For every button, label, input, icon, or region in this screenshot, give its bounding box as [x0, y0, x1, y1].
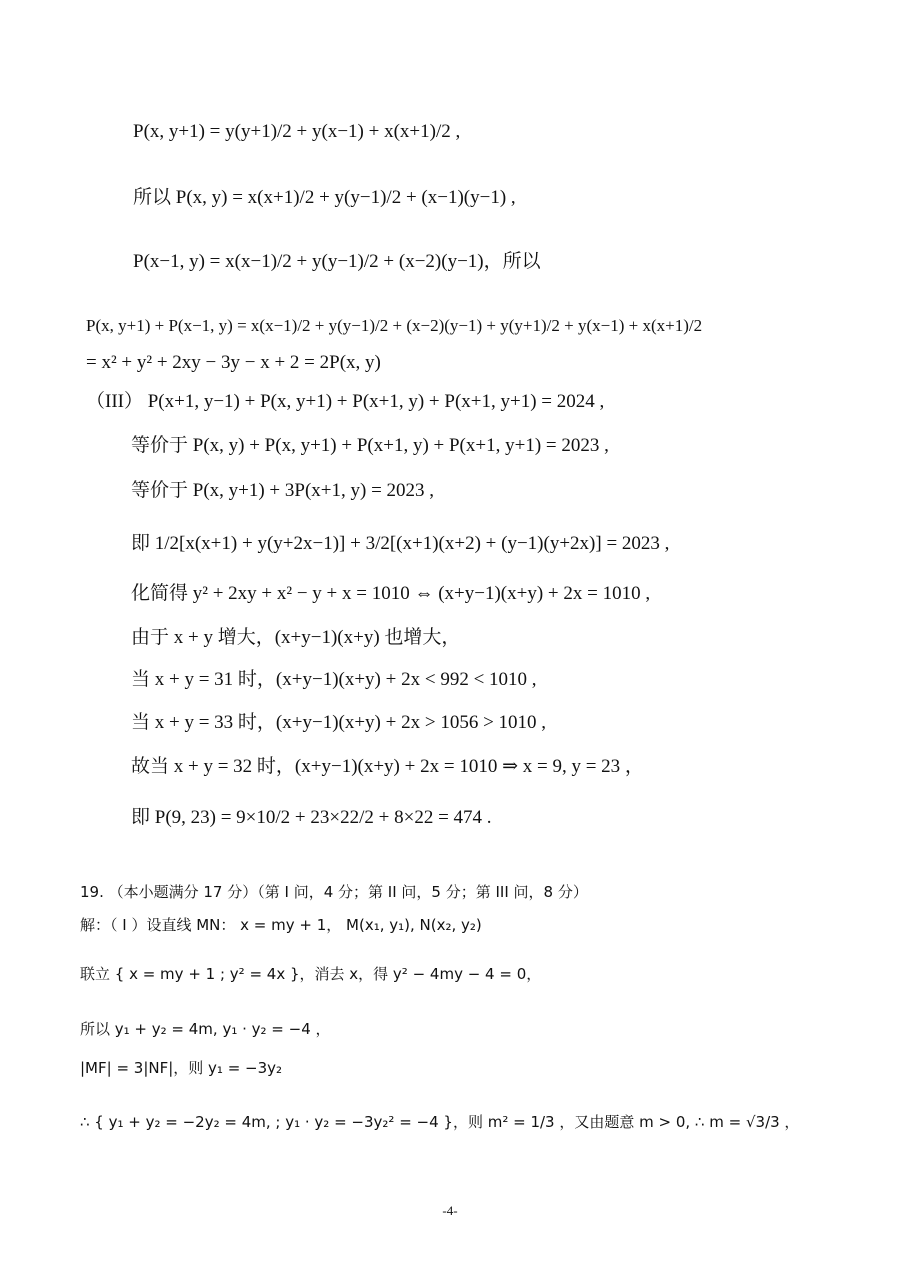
equation-line-2: 所以 P(x, y) = x(x+1)/2 + y(y−1)/2 + (x−1)(y−1) ,: [133, 187, 516, 208]
equation-line-3: P(x−1, y) = x(x−1)/2 + y(y−1)/2 + (x−2)(y−1)，所以: [133, 251, 541, 272]
solution-line-5: ∴ { y₁ + y₂ = −2y₂ = 4m, ; y₁ · y₂ = −3y₂² = −4 }，则 m² = 1/3 ，又由题意 m > 0, ∴ m = √3/3 ，: [80, 1113, 800, 1131]
part-iii-line-2: 等价于 P(x, y) + P(x, y+1) + P(x+1, y) + P(x+1, y+1) = 2023 ,: [131, 435, 609, 456]
solution-line-3: 所以 y₁ + y₂ = 4m, y₁ · y₂ = −4 ，: [80, 1020, 331, 1038]
part-iii-line-9: 故当 x + y = 32 时，(x+y−1)(x+y) + 2x = 1010 ⇒ x = 9, y = 23 ，: [131, 756, 644, 777]
page-number: -4-: [442, 1203, 458, 1218]
part-iii-line-1: （III） P(x+1, y−1) + P(x, y+1) + P(x+1, y) + P(x+1, y+1) = 2024 ,: [86, 391, 605, 412]
part-iii-line-6: 由于 x + y 增大，(x+y−1)(x+y) 也增大，: [131, 627, 461, 648]
equation-line-4: P(x, y+1) + P(x−1, y) = x(x−1)/2 + y(y−1)/2 + (x−2)(y−1) + y(y+1)/2 + y(x−1) + x(x+1)/2: [86, 316, 703, 335]
solution-line-2: 联立 { x = my + 1 ; y² = 4x }，消去 x，得 y² − 4my − 4 = 0，: [80, 965, 542, 983]
part-iii-line-5: 化简得 y² + 2xy + x² − y + x = 1010 ⇔ (x+y−1)(x+y) + 2x = 1010 ,: [131, 583, 651, 604]
equation-line-5: = x² + y² + 2xy − 3y − x + 2 = 2P(x, y): [86, 352, 381, 373]
part-iii-line-8: 当 x + y = 33 时，(x+y−1)(x+y) + 2x > 1056 > 1010 ,: [131, 712, 547, 733]
part-iii-line-4: 即 1/2[x(x+1) + y(y+2x−1)] + 3/2[(x+1)(x+2) + (y−1)(y+2x)] = 2023 ,: [131, 533, 670, 554]
equation-line-1: P(x, y+1) = y(y+1)/2 + y(x−1) + x(x+1)/2 ,: [133, 121, 461, 142]
solution-line-1: 解：（ I ）设直线 MN： x = my + 1， M(x₁, y₁), N(x₂, y₂): [80, 916, 482, 934]
part-iii-line-3: 等价于 P(x, y+1) + 3P(x+1, y) = 2023 ,: [131, 480, 435, 501]
part-iii-line-10: 即 P(9, 23) = 9×10/2 + 23×22/2 + 8×22 = 474 .: [131, 807, 492, 828]
part-iii-line-7: 当 x + y = 31 时，(x+y−1)(x+y) + 2x < 992 < 1010 ,: [131, 669, 537, 690]
solution-line-4: |MF| = 3|NF|，则 y₁ = −3y₂: [80, 1059, 283, 1077]
question-19-header: 19. （本小题满分 17 分）（第 I 问，4 分；第 II 问，5 分；第 III 问，8 分）: [80, 883, 588, 901]
